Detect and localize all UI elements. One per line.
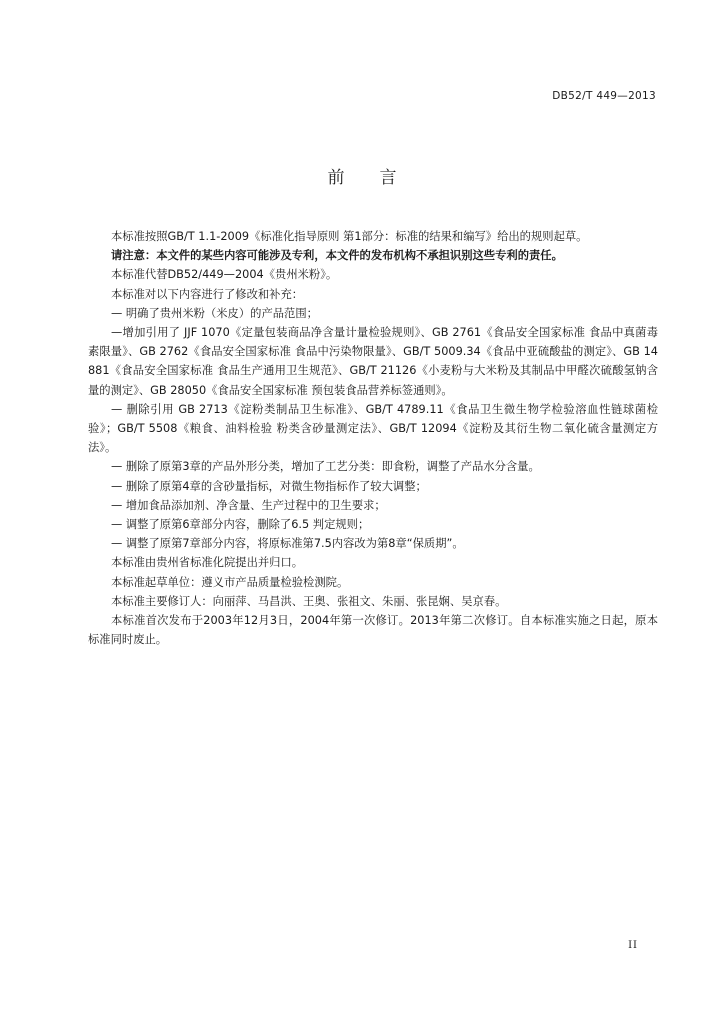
list-item: — 增加食品添加剂、净含量、生产过程中的卫生要求； xyxy=(111,498,386,512)
list-item: — 删除了原第4章的含砂量指标，对微生物指标作了较大调整； xyxy=(111,479,427,493)
list-item: — 调整了原第7章部分内容，将原标准第7.5内容改为第8章“保质期”。 xyxy=(111,537,464,551)
list-item: — 调整了原第6章部分内容，删除了6.5 判定规则； xyxy=(111,518,370,532)
paragraph-revisers: 本标准主要修订人：向丽萍、马昌洪、王奥、张祖文、朱丽、张昆娴、吴京春。 xyxy=(111,594,507,608)
paragraph-history: 本标准首次发布于2003年12月3日，2004年第一次修订。2013年第二次修订。自本标准实施之日起，原本标准同时废止。 xyxy=(88,614,658,647)
paragraph-proposer: 本标准由贵州省标准化院提出并归口。 xyxy=(111,556,304,570)
list-item: — 删除引用 GB 2713《淀粉类制品卫生标准》、GB/T 4789.11《食品卫生微生物学检验溶血性链球菌检验》；GB/T 5508《粮食、油料检验 粉类含砂量测定法》、GB/T 12094《淀粉及其衍生物二氧化硫含量测定方法》。 xyxy=(88,402,658,455)
paragraph-changes-intro: 本标准对以下内容进行了修改和补充： xyxy=(111,287,304,301)
paragraph-patent-notice: 请注意：本文件的某些内容可能涉及专利，本文件的发布机构不承担识别这些专利的责任。 xyxy=(111,249,563,263)
paragraph-drafting-unit: 本标准起草单位：遵义市产品质量检验检测院。 xyxy=(111,575,349,589)
page-title: 前言 xyxy=(327,168,432,188)
list-item: — 明确了贵州米粉（米皮）的产品范围； xyxy=(111,306,318,320)
list-item: —增加引用了 JJF 1070《定量包装商品净含量计量检验规则》、GB 2761《食品安全国家标准 食品中真菌毒素限量》、GB 2762《食品安全国家标准 食品中污染物限量》、GB/T 5009.34《食品中亚硫酸盐的测定》、GB 14881《食品安全国家标准 食品生产通用卫生规范》、GB/T 21126《小麦粉与大米粉及其制品中甲醛次硫酸氢钠含量的测定》、GB 28050《食品安全国家标准 预包装食品营养标签通则》。 xyxy=(88,326,658,397)
paragraph-replaces: 本标准代替DB52/449—2004《贵州米粉》。 xyxy=(111,268,338,282)
paragraph-drafting-rules: 本标准按照GB/T 1.1-2009《标准化指导原则 第1部分：标准的结果和编写》给出的规则起草。 xyxy=(111,230,588,243)
page-number: II xyxy=(628,940,638,951)
list-item: — 删除了原第3章的产品外形分类，增加了工艺分类：即食粉，调整了产品水分含量。 xyxy=(111,460,540,474)
document-code: DB52/T 449—2013 xyxy=(552,90,656,102)
foreword-body xyxy=(88,227,658,649)
